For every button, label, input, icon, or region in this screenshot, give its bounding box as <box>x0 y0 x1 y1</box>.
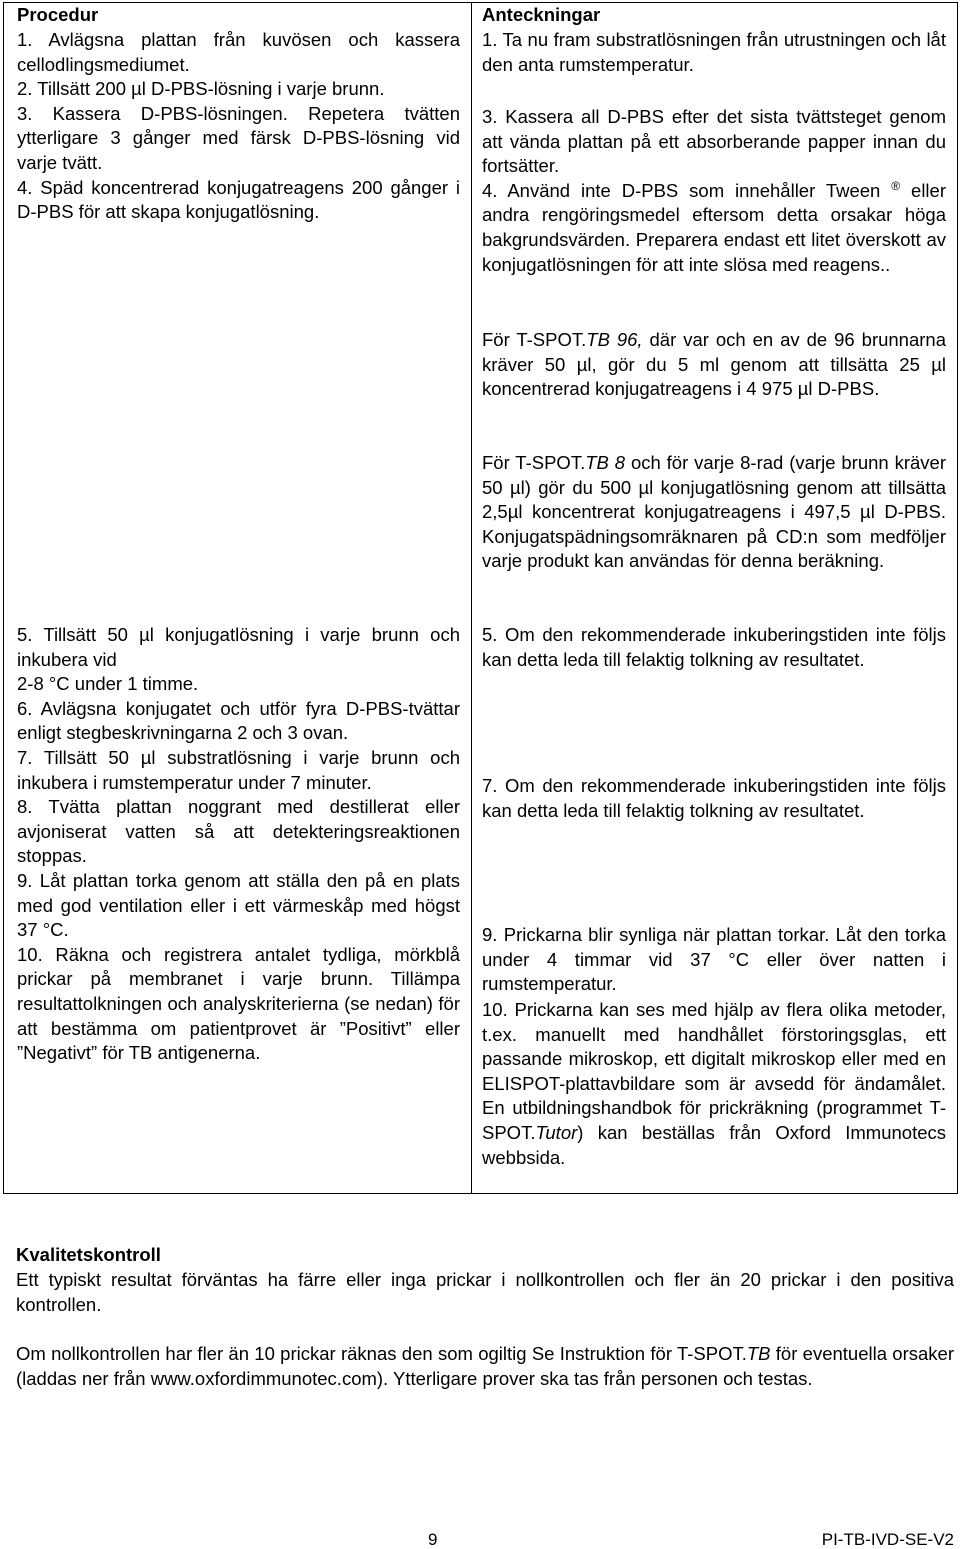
procedure-table <box>3 2 958 1194</box>
column-divider <box>471 3 472 1193</box>
note-10: 10. Prickarna kan ses med hjälp av flera olika metoder, t.ex. manuellt med handhållet förstoringsglas, ett passande mikroskop, ett digitalt mikroskop eller med en ELISPOT-plattavbildare som är avsedd för ändamålet. En utbildningshandbok för prickräkning (programmet T-SPOT.Tutor) kan beställas från Oxford Immunotecs webbsida. <box>482 999 946 1168</box>
step-5-text: 5. Tillsätt 50 µl konjugatlösning i varje brunn och inkubera vid <box>17 624 460 670</box>
note-3: 3. Kassera all D-PBS efter det sista tvättsteget genom att vända plattan på ett absorberande papper innan du fortsätter. <box>482 106 946 177</box>
step-7: 7. Tillsätt 50 µl substratlösning i varje brunn och inkubera i rumstemperatur under 7 minuter. <box>17 746 460 793</box>
step-9: 9. Låt plattan torka genom att ställa den på en plats med god ventilation eller i ett värmeskåp med högst 37 °C. <box>17 869 460 941</box>
note-tspot-8: För T-SPOT.TB 8 och för varje 8-rad (varje brunn kräver 50 µl) gör du 500 µl konjugatlösning genom att tillsätta 2,5µl koncentrerat konjugatreagens i 497,5 µl D-PBS. Konjugatspädningsomräknaren på CD:n som medföljer varje produkt kan användas för denna beräkning. <box>482 452 946 572</box>
page-number: 9 <box>428 1530 438 1549</box>
procedure-steps-1-4 <box>17 28 460 225</box>
procedure-steps-5-10 <box>17 623 460 1066</box>
note-1: 1. Ta nu fram substratlösningen från utrustningen och låt den anta rumstemperatur. <box>482 29 946 75</box>
note-9: 9. Prickarna blir synliga när plattan torkar. Låt den torka under 4 timmar vid 37 °C eller över natten i rumstemperatur. <box>482 924 946 995</box>
note-tspot-96: För T-SPOT.TB 96, där var och en av de 96 brunnarna kräver 50 µl, gör du 5 ml genom att tillsätta 25 µl koncentrerad konjugatreagens i 4 975 µl D-PBS. <box>482 329 947 400</box>
note-5: 5. Om den rekommenderade inkuberingstiden inte följs kan detta leda till felaktig tolkning av resultatet. <box>482 624 946 670</box>
step-8: 8. Tvätta plattan noggrant med destillerat eller avjoniserat vatten så att detekteringsreaktionen stoppas. <box>17 796 460 867</box>
step-3: 3. Kassera D-PBS-lösningen. Repetera tvätten ytterligare 3 gånger med färsk D-PBS-lösning vid varje tvätt. <box>17 102 460 173</box>
step-10: 10. Räkna och registrera antalet tydliga, mörkblå prickar på membranet i varje brunn. Tillämpa resultattolkningen och analyskriterierna (se nedan) för att bestämma om patientprovet är ”Positivt” eller ”Negativt” för TB antigenerna. <box>17 943 460 1064</box>
step-4: 4. Späd koncentrerad konjugatreagens 200 gånger i D-PBS för att skapa konjugatlösning. <box>17 176 460 223</box>
registered-mark: ® <box>891 178 901 193</box>
step-1: 1. Avlägsna plattan från kuvösen och kassera cellodlingsmediumet. <box>17 29 460 75</box>
notes-3-4 <box>482 105 946 277</box>
document-id: PI-TB-IVD-SE-V2 <box>821 1530 954 1549</box>
note-7: 7. Om den rekommenderade inkuberingstiden inte följs kan detta leda till felaktig tolkning av resultatet. <box>482 775 946 821</box>
procedure-header: Procedur <box>17 4 99 25</box>
step-2: 2. Tillsätt 200 µl D-PBS-lösning i varje brunn. <box>17 78 385 100</box>
qc-paragraph-1: Ett typiskt resultat förväntas ha färre eller inga prickar i nollkontrollen och fler än 20 prickar i den positiva kontrollen. <box>16 1269 954 1315</box>
qc-heading: Kvalitetskontroll <box>16 1244 161 1265</box>
step-6: 6. Avlägsna konjugatet och utför fyra D-PBS-tvättar enligt stegbeskrivningarna 2 och 3 ovan. <box>17 697 460 744</box>
note-4: 4. Använd inte D-PBS som innehåller Tween ® eller andra rengöringsmedel eftersom detta orsakar höga bakgrundsvärden. Preparera endast ett litet överskott av konjugatlösningen för att inte slösa med reagens.. <box>482 178 946 275</box>
step-5-temperature: 2-8 °C under 1 timme. <box>17 673 199 695</box>
qc-paragraph-2: Om nollkontrollen har fler än 10 prickar räknas den som ogiltig Se Instruktion för T-SPOT.TB för eventuella orsaker (laddas ner från www.oxfordimmunotec.com). Ytterligare prover ska tas från personen och testas. <box>16 1343 954 1389</box>
notes-header: Anteckningar <box>482 4 601 25</box>
